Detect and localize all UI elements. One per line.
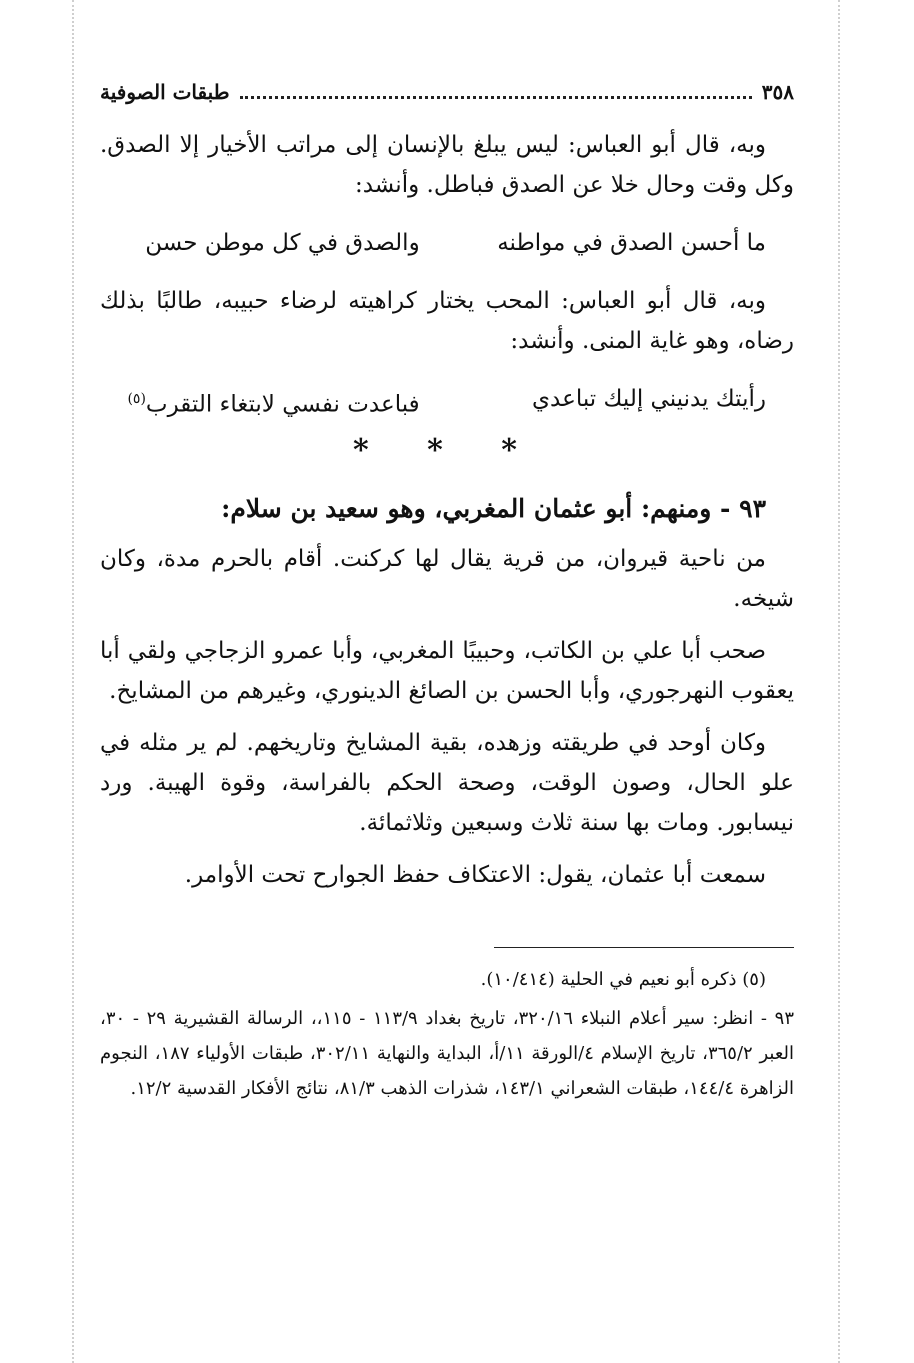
footnote-5: (٥) ذكره أبو نعيم في الحلية (١٠/٤١٤). [480,968,766,990]
paragraph-saying: سمعت أبا عثمان، يقول: الاعتكاف حفظ الجوارح تحت الأوامر. [184,861,766,888]
verse-2 [100,379,794,425]
paragraph-lover: وبه، قال أبو العباس: المحب يختار كراهيته لرضاء حبيبه، طالبًا بذلك رضاه، وهو غاية المنى. وأنشد: [100,288,794,354]
page-number: ٣٥٨ [761,80,794,104]
book-page [100,80,794,1106]
verse-1-first-hemistich: ما أحسن الصدق في مواطنه [497,230,766,256]
scan-edge-right [838,0,840,1363]
verse-1 [100,223,794,263]
verse-1-second-hemistich: والصدق في كل موطن حسن [145,230,420,256]
paragraph-companions: صحب أبا علي بن الكاتب، وحبيبًا المغربي، وأبا عمرو الزجاجي ولقي أبا يعقوب النهرجوري، وأبا الحسن بن الصائغ الدينوري، وغيرهم من المشايخ. [100,637,794,704]
section-separator: * * * [353,432,541,468]
verse-2-first-hemistich: رأيتك يدنيني إليك تباعدي [532,386,766,412]
paragraph-truthfulness: وبه، قال أبو العباس: ليس يبلغ بالإنسان إلى مراتب الأخيار إلا الصدق. وكل وقت وحال خلا عن الصدق فباطل. وأنشد: [100,132,794,198]
verse-2-second-hemistich-text: فباعدت نفسي لابتغاء التقرب [145,391,420,418]
scan-edge-left [72,0,74,1363]
footnote-rule [494,947,794,948]
entry-heading: ٩٣ - ومنهم: أبو عثمان المغربي، وهو سعيد بن سلام: [221,493,766,523]
running-header [100,80,794,113]
book-title: طبقات الصوفية [100,80,230,104]
footnote-93: ٩٣ - انظر: سير أعلام النبلاء ٣٢٠/١٦، تاريخ بغداد ١١٣/٩ - ١١٥،، الرسالة القشيرية ٢٩ - ٣٠، العبر ٣٦٥/٢، تاريخ الإسلام ٤/الورقة ١١/أ، البداية والنهاية ٣٠٢/١١، طبقات الأولياء ١٨٧، النجوم الزاهرة ١٤٤/٤، طبقات الشعراني ١٤٣/١، شذرات الذهب ٨١/٣، نتائج الأفكار القدسية ١٢/٢. [100,1007,795,1099]
footnote-ref-5: (٥) [127,391,146,407]
paragraph-origin: من ناحية قيروان، من قرية يقال لها كركنت. أقام بالحرم مدة، وكان شيخه. [100,545,794,612]
header-dot-leader [240,96,752,99]
paragraph-virtues: وكان أوحد في طريقته وزهده، بقية المشايخ وتاريخهم. لم ير مثله في علو الحال، وصون الوقت، وصحة الحكم بالفراسة، وقوة الهيبة. ورد نيسابور. ومات بها سنة ثلاث وسبعين وثلاثمائة. [100,729,794,836]
verse-2-second-hemistich [100,379,420,425]
